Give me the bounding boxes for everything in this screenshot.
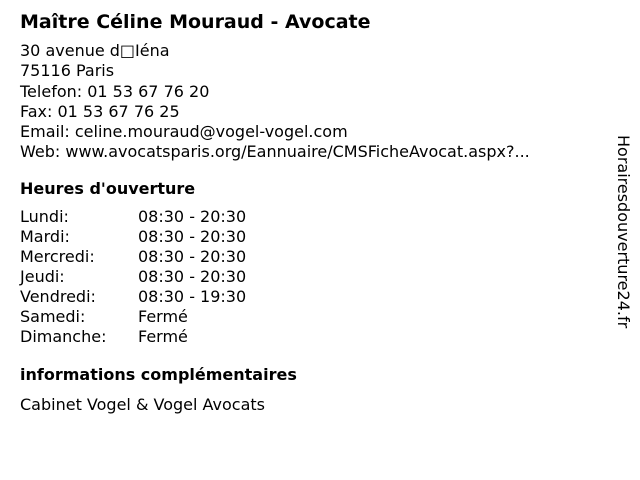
day-label: Jeudi: (20, 267, 65, 287)
phone-number: Telefon: 01 53 67 76 20 (20, 81, 210, 101)
hours-row-sunday (20, 327, 600, 347)
address-street: 30 avenue d□Iéna (20, 41, 170, 60)
time-range: 08:30 - 19:30 (138, 287, 247, 307)
opening-hours-table (20, 207, 600, 348)
additional-info-text: Cabinet Vogel & Vogel Avocats (20, 395, 266, 415)
hours-row-wednesday (20, 247, 600, 267)
website-url: Web: www.avocatsparis.org/Eannuaire/CMSFicheAvocat.aspx?... (20, 142, 530, 162)
opening-hours-heading: Heures d'ouverture (20, 178, 196, 198)
time-range: 08:30 - 20:30 (138, 226, 247, 246)
additional-info-heading: informations complémentaires (20, 365, 297, 385)
page-title: Maître Céline Mouraud - Avocate (20, 11, 371, 33)
email-address: Email: celine.mouraud@vogel-vogel.com (20, 122, 348, 142)
time-range: Fermé (138, 327, 188, 347)
site-watermark: Horairesdouverture24.fr (614, 135, 633, 329)
hours-row-thursday (20, 267, 600, 287)
day-label: Mardi: (20, 226, 70, 246)
time-range: Fermé (138, 307, 188, 327)
time-range: 08:30 - 20:30 (138, 267, 247, 287)
day-label: Samedi: (20, 307, 86, 327)
hours-row-tuesday (20, 227, 600, 247)
day-label: Mercredi: (20, 246, 95, 266)
time-range: 08:30 - 20:30 (138, 246, 247, 266)
address-city: 75116 Paris (20, 61, 115, 81)
day-label: Vendredi: (20, 287, 96, 307)
hours-row-saturday (20, 307, 600, 327)
fax-number: Fax: 01 53 67 76 25 (20, 101, 180, 121)
day-label: Lundi: (20, 206, 69, 226)
day-label: Dimanche: (20, 327, 107, 347)
time-range: 08:30 - 20:30 (138, 206, 247, 226)
business-card (20, 8, 600, 415)
hours-row-friday (20, 287, 600, 307)
contact-block (20, 41, 600, 163)
hours-row-monday (20, 207, 600, 227)
